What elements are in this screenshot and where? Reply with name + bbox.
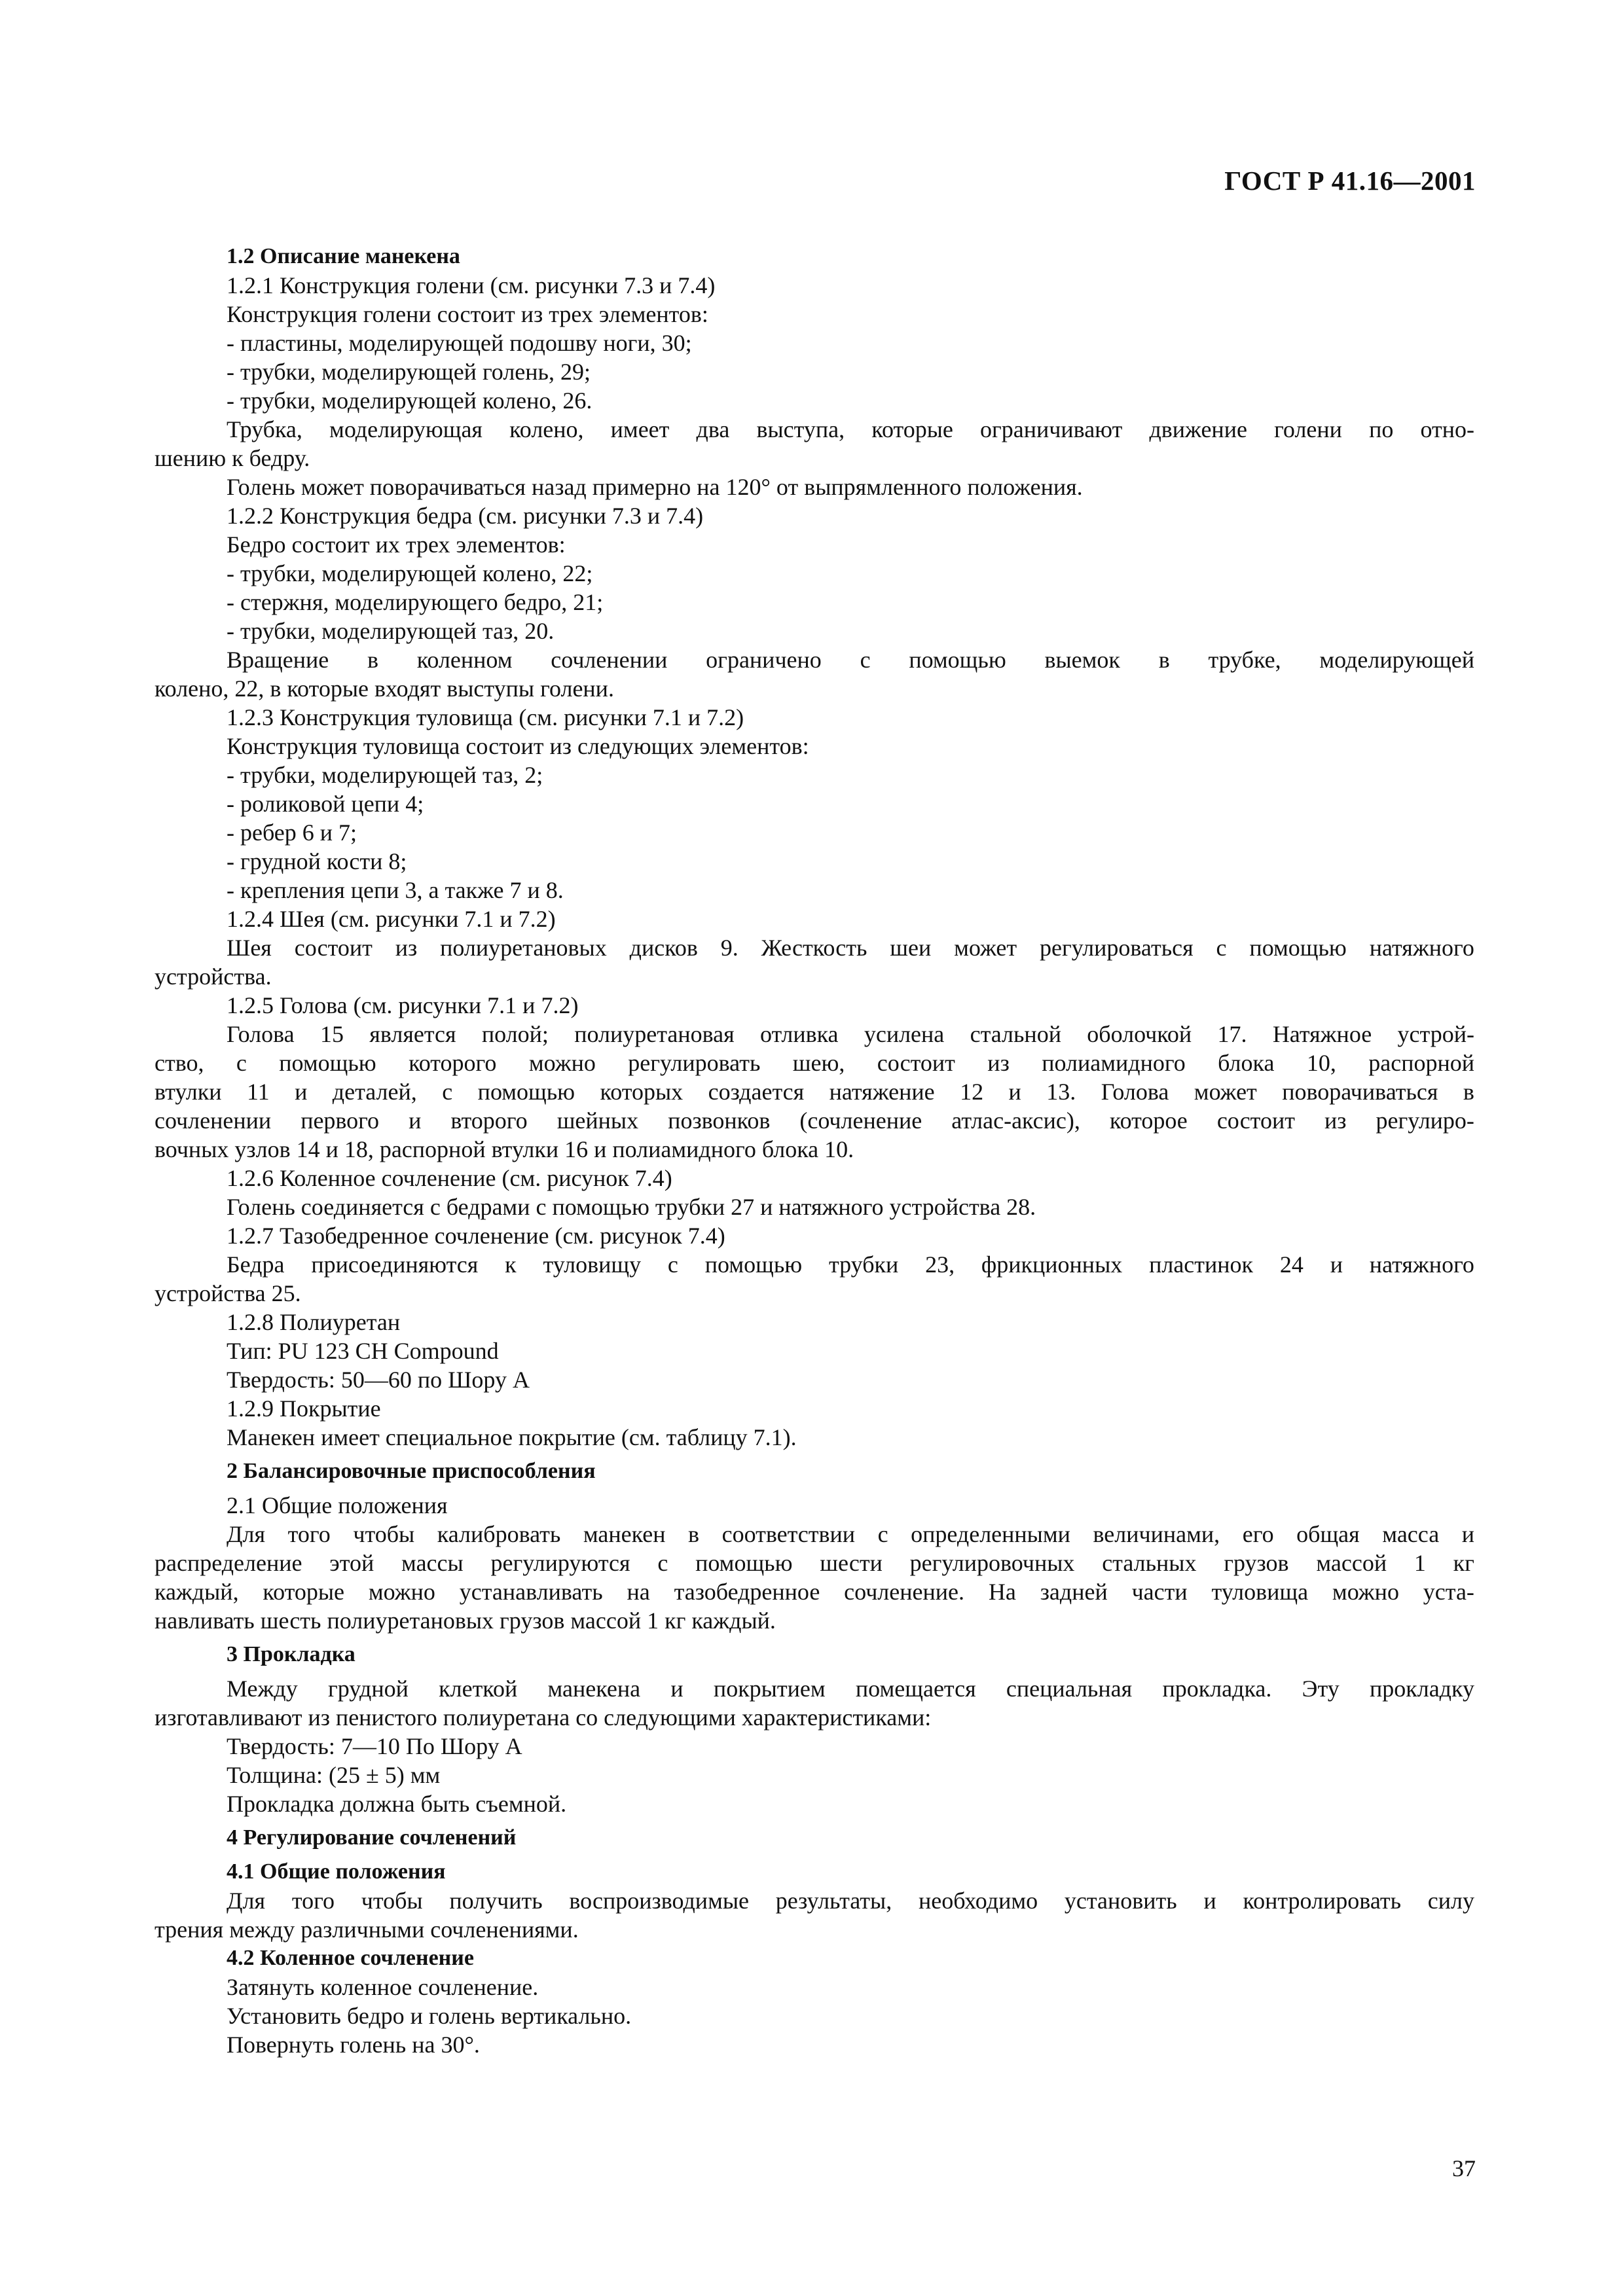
word: Для — [227, 1521, 266, 1547]
word: деталей, — [332, 1079, 417, 1105]
text-line: колено, 22, в которые входят выступы голени. — [155, 675, 614, 702]
word: устрой- — [1397, 1021, 1474, 1047]
word: массой — [1316, 1550, 1387, 1576]
word: на — [627, 1579, 650, 1605]
word: которые — [871, 416, 953, 442]
text-line: - роликовой цепи 4; — [227, 791, 424, 817]
word: с — [236, 1050, 247, 1076]
word: по — [1369, 416, 1394, 442]
word: его — [1242, 1521, 1274, 1547]
text-line: Установить бедро и голень вертикально. — [227, 2003, 632, 2029]
word: движение — [1149, 416, 1247, 442]
word: присоединяются — [311, 1251, 479, 1278]
word: полой; — [481, 1021, 549, 1047]
word: 17. — [1217, 1021, 1247, 1047]
word: калибровать — [437, 1521, 561, 1547]
word: из — [395, 935, 418, 961]
text-line — [155, 1106, 1474, 1135]
text-line: Голень может поворачиваться назад примерно на 120° от выпрямленного положения. — [227, 474, 1083, 500]
word: манекен — [583, 1521, 666, 1547]
word: ограничено — [706, 647, 822, 673]
word: величинами, — [1093, 1521, 1220, 1547]
word: регулиро- — [1376, 1107, 1474, 1134]
word: сочленение. — [844, 1579, 965, 1605]
word: помощью — [704, 1251, 803, 1278]
text-line: - ребер 6 и 7; — [227, 819, 357, 846]
word: устанавливать — [459, 1579, 603, 1605]
word: помощью — [1249, 935, 1347, 961]
text-line: 1.2.3 Конструкция туловища (см. рисунки 7.1 и 7.2) — [227, 704, 744, 730]
word: втулки — [155, 1079, 222, 1105]
word: с — [877, 1521, 888, 1547]
text-line: Манекен имеет специальное покрытие (см. таблицу 7.1). — [227, 1424, 797, 1450]
text-line: Затянуть коленное сочленение. — [227, 1974, 539, 2000]
word: из — [1324, 1107, 1347, 1134]
word: получить — [449, 1888, 543, 1914]
word: Эту — [1302, 1676, 1340, 1702]
text-line: 1.2.2 Конструкция бедра (см. рисунки 7.3 и 7.4) — [227, 503, 704, 529]
word: регулировочных — [909, 1550, 1075, 1576]
word: туловищу — [543, 1251, 642, 1278]
word: ство, — [155, 1050, 204, 1076]
text-line: Конструкция голени состоит из трех элементов: — [227, 301, 708, 327]
word: чтобы — [361, 1888, 423, 1914]
word: Жесткость — [761, 935, 867, 961]
word: регулироваться — [1040, 935, 1194, 961]
word: помощью — [477, 1079, 575, 1105]
word: 23, — [925, 1251, 955, 1278]
word: тазобедренное — [674, 1579, 820, 1605]
document-body — [155, 242, 1474, 2059]
word: помощью — [695, 1550, 793, 1576]
word: 13. — [1046, 1079, 1076, 1105]
text-line: 2.1 Общие положения — [227, 1492, 448, 1518]
word: соответствии — [721, 1521, 856, 1547]
word: и — [1008, 1079, 1021, 1105]
word: Для — [227, 1888, 266, 1914]
word: может — [1194, 1079, 1257, 1105]
word: грузов — [1224, 1550, 1289, 1576]
word: регулируются — [490, 1550, 630, 1576]
word: блока — [1218, 1050, 1275, 1076]
word: имеет — [610, 416, 670, 442]
word: может — [954, 935, 1017, 961]
text-line: - пластины, моделирующей подошву ноги, 30; — [227, 330, 692, 356]
word: оболочкой — [1087, 1021, 1192, 1047]
word: помощью — [279, 1050, 376, 1076]
word: и — [295, 1079, 308, 1105]
word: Между — [227, 1676, 298, 1702]
text-line: устройства 25. — [155, 1280, 301, 1306]
word: силу — [1427, 1888, 1474, 1914]
word: 9. — [720, 935, 739, 961]
word: результаты, — [775, 1888, 892, 1914]
word: Вращение — [227, 647, 329, 673]
text-line: Твердость: 50—60 по Шору А — [227, 1367, 530, 1393]
text-line: Толщина: (25 ± 5) мм — [227, 1762, 441, 1788]
word: Натяжное — [1272, 1021, 1372, 1047]
text-line — [155, 1020, 1474, 1049]
text-line: устройства. — [155, 963, 272, 990]
word: голени — [1274, 416, 1342, 442]
word: с — [1216, 935, 1227, 961]
section-heading: 2 Балансировочные приспособления — [227, 1459, 596, 1483]
section-heading: 4.1 Общие положения — [227, 1859, 446, 1884]
word: шести — [820, 1550, 883, 1576]
word: которых — [600, 1079, 684, 1105]
text-line — [155, 1077, 1474, 1106]
text-line: изготавливают из пенистого полиуретана со следующими характеристиками: — [155, 1704, 932, 1731]
word: уста- — [1423, 1579, 1474, 1605]
text-line — [155, 1674, 1474, 1703]
word: с — [667, 1251, 678, 1278]
text-line — [155, 933, 1474, 962]
word: ограничивают — [980, 416, 1123, 442]
word: распределение — [155, 1550, 302, 1576]
word: и — [670, 1676, 684, 1702]
word: На — [988, 1579, 1016, 1605]
text-line: 1.2.6 Коленное сочленение (см. рисунок 7.4) — [227, 1165, 672, 1191]
word: 15 — [319, 1021, 344, 1047]
word: сочленении — [551, 647, 668, 673]
text-line — [155, 1577, 1474, 1606]
word: отно- — [1420, 416, 1474, 442]
word: установить — [1064, 1888, 1177, 1914]
word: задней — [1040, 1579, 1108, 1605]
word: в — [367, 647, 378, 673]
word: Бедра — [227, 1251, 285, 1278]
word: Трубка, — [227, 416, 302, 442]
word: специальная — [1006, 1676, 1133, 1702]
word: с — [442, 1079, 453, 1105]
word: колено, — [509, 416, 584, 442]
word: Шея — [227, 935, 272, 961]
word: 10, — [1306, 1050, 1336, 1076]
text-line: - трубки, моделирующей колено, 22; — [227, 560, 593, 586]
word: которого — [409, 1050, 497, 1076]
word: коленном — [416, 647, 513, 673]
text-line: Повернуть голень на 30°. — [227, 2032, 480, 2058]
word: которые — [263, 1579, 345, 1605]
word: помощью — [909, 647, 1006, 673]
word: необходимо — [918, 1888, 1038, 1914]
word: шею, — [792, 1050, 845, 1076]
word: фрикционных — [981, 1251, 1123, 1278]
word: которое — [1109, 1107, 1188, 1134]
section-heading: 4 Регулирование сочленений — [227, 1825, 517, 1850]
word: натяжного — [1369, 935, 1474, 961]
text-line: Прокладка должна быть съемной. — [227, 1791, 567, 1817]
word: стальной — [970, 1021, 1061, 1047]
word: трубке, — [1208, 647, 1281, 673]
text-line: навливать шесть полиуретановых грузов массой 1 кг каждый. — [155, 1607, 776, 1634]
word: усилена — [864, 1021, 945, 1047]
word: создается — [708, 1079, 805, 1105]
text-line: - крепления цепи 3, а также 7 и 8. — [227, 877, 564, 903]
word: прокладка. — [1162, 1676, 1272, 1702]
word: туловища — [1211, 1579, 1309, 1605]
section-heading: 4.2 Коленное сочленение — [227, 1946, 474, 1970]
section-heading: 1.2 Описание манекена — [227, 244, 460, 268]
word: этой — [329, 1550, 374, 1576]
text-line: - трубки, моделирующей голень, 29; — [227, 359, 591, 385]
word: выступа, — [756, 416, 845, 442]
word: два — [696, 416, 730, 442]
text-line: - трубки, моделирующей таз, 2; — [227, 762, 543, 788]
word: шейных — [556, 1107, 639, 1134]
word: стальных — [1102, 1550, 1197, 1576]
text-line: - грудной кости 8; — [227, 848, 407, 874]
word: можно — [528, 1050, 596, 1076]
text-line: - трубки, моделирующей колено, 26. — [227, 387, 593, 414]
word: Голова — [1101, 1079, 1169, 1105]
word: полиамидного — [1042, 1050, 1186, 1076]
word: дисков — [629, 935, 698, 961]
word: позвонков — [668, 1107, 771, 1134]
text-line — [155, 1250, 1474, 1279]
word: того — [291, 1888, 335, 1914]
word: (сочленение — [799, 1107, 922, 1134]
text-line: 1.2.7 Тазобедренное сочленение (см. рисунок 7.4) — [227, 1223, 725, 1249]
word: и — [409, 1107, 422, 1134]
word: покрытием — [713, 1676, 826, 1702]
word: отливка — [760, 1021, 839, 1047]
word: того — [287, 1521, 331, 1547]
word: с — [860, 647, 871, 673]
word: и — [1461, 1521, 1474, 1547]
text-line — [155, 645, 1474, 674]
word: Голова — [227, 1021, 295, 1047]
word: каждый, — [155, 1579, 239, 1605]
word: чтобы — [353, 1521, 415, 1547]
word: части — [1131, 1579, 1188, 1605]
word: полиуретановых — [440, 935, 607, 961]
text-line: шению к бедру. — [155, 445, 310, 471]
word: натяжного — [1369, 1251, 1474, 1278]
text-line: трения между различными сочленениями. — [155, 1916, 579, 1943]
word: можно — [368, 1579, 435, 1605]
word: является — [369, 1021, 456, 1047]
word: поворачиваться — [1282, 1079, 1438, 1105]
word: в — [688, 1521, 700, 1547]
word: с — [657, 1550, 668, 1576]
word: воспроизводимые — [569, 1888, 750, 1914]
text-line: Голень соединяется с бедрами с помощью трубки 27 и натяжного устройства 28. — [227, 1194, 1036, 1220]
word: второго — [450, 1107, 528, 1134]
word: общая — [1296, 1521, 1360, 1547]
text-line: - трубки, моделирующей таз, 20. — [227, 618, 555, 644]
word: состоит — [294, 935, 373, 961]
text-line: вочных узлов 14 и 18, распорной втулки 16 и полиамидного блока 10. — [155, 1136, 854, 1162]
text-line: 1.2.5 Голова (см. рисунки 7.1 и 7.2) — [227, 992, 579, 1018]
text-line: Твердость: 7—10 По Шору А — [227, 1733, 522, 1759]
word: регулировать — [628, 1050, 761, 1076]
text-line: Тип: PU 123 CH Compound — [227, 1338, 499, 1364]
word: состоит — [877, 1050, 955, 1076]
word: и — [1330, 1251, 1343, 1278]
text-line — [155, 1549, 1474, 1577]
text-line — [155, 1049, 1474, 1077]
text-line — [155, 1520, 1474, 1549]
word: первого — [301, 1107, 380, 1134]
text-line: Бедро состоит их трех элементов: — [227, 531, 566, 558]
page-number: 37 — [1452, 2155, 1476, 2181]
word: моделирующая — [329, 416, 483, 442]
word: состоит — [1216, 1107, 1295, 1134]
word: масса — [1382, 1521, 1440, 1547]
word: трубки — [828, 1251, 899, 1278]
word: из — [987, 1050, 1010, 1076]
standard-code-header: ГОСТ Р 41.16—2001 — [1224, 166, 1476, 196]
word: прокладку — [1369, 1676, 1474, 1702]
word: пластинок — [1149, 1251, 1254, 1278]
word: 12 — [960, 1079, 984, 1105]
word: моделирующей — [1319, 647, 1474, 673]
word: 1 — [1413, 1550, 1426, 1576]
text-line: - стержня, моделирующего бедро, 21; — [227, 589, 604, 615]
word: распорной — [1368, 1050, 1474, 1076]
word: полиуретановая — [574, 1021, 735, 1047]
word: определенными — [911, 1521, 1070, 1547]
word: шеи — [890, 935, 932, 961]
text-line: 1.2.4 Шея (см. рисунки 7.1 и 7.2) — [227, 906, 556, 932]
word: в — [1463, 1079, 1474, 1105]
text-line: 1.2.9 Покрытие — [227, 1395, 381, 1422]
word: грудной — [327, 1676, 409, 1702]
section-heading: 3 Прокладка — [227, 1642, 356, 1666]
text-line — [155, 1886, 1474, 1915]
word: массы — [401, 1550, 464, 1576]
word: сочленении — [155, 1107, 272, 1134]
word: помещается — [855, 1676, 976, 1702]
text-line: Конструкция туловища состоит из следующих элементов: — [227, 733, 809, 759]
word: клеткой — [439, 1676, 518, 1702]
word: можно — [1332, 1579, 1399, 1605]
text-line: 1.2.1 Конструкция голени (см. рисунки 7.3 и 7.4) — [227, 272, 716, 298]
word: в — [1158, 647, 1170, 673]
word: контролировать — [1243, 1888, 1402, 1914]
text-line: 1.2.8 Полиуретан — [227, 1309, 401, 1335]
word: 24 — [1279, 1251, 1304, 1278]
word: натяжение — [829, 1079, 935, 1105]
word: атлас-аксис), — [951, 1107, 1080, 1134]
word: и — [1203, 1888, 1216, 1914]
word: 11 — [246, 1079, 270, 1105]
word: к — [505, 1251, 517, 1278]
word: манекена — [547, 1676, 641, 1702]
word: выемок — [1044, 647, 1120, 673]
word: кг — [1453, 1550, 1474, 1576]
text-line — [155, 415, 1474, 444]
